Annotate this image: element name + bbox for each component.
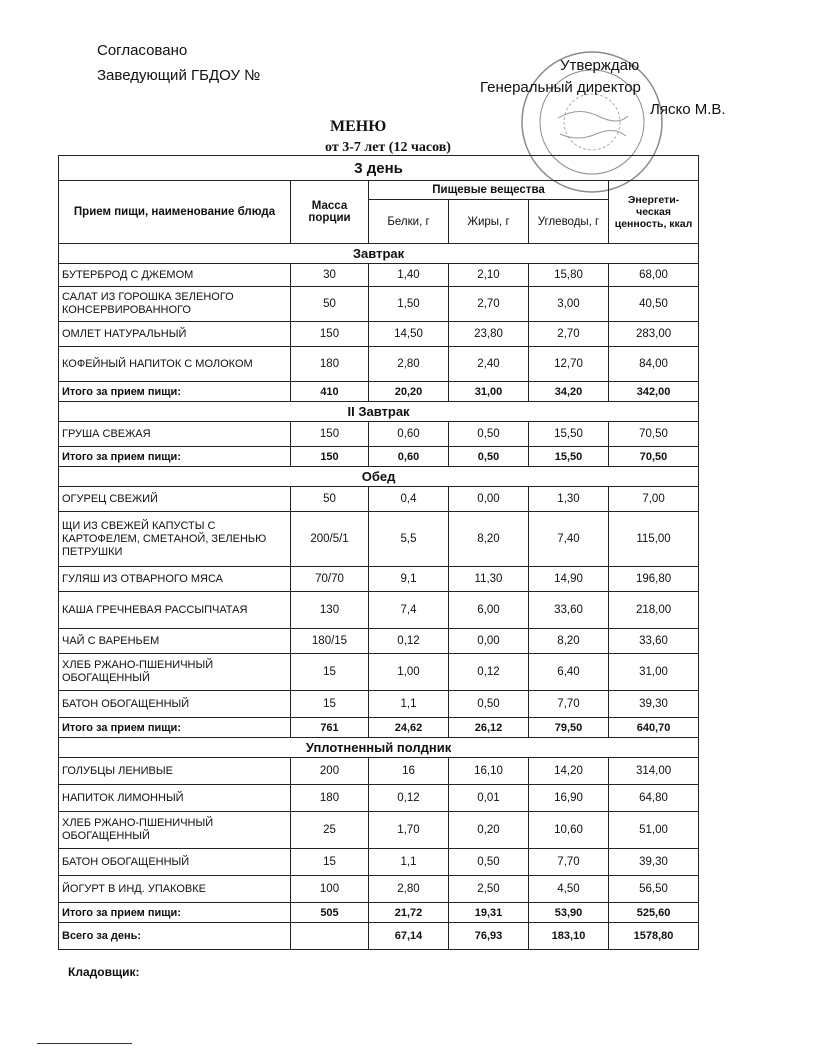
meal-total-fat: 31,00	[449, 382, 529, 402]
dish-name: ГРУША СВЕЖАЯ	[59, 422, 291, 447]
dish-row	[59, 758, 699, 785]
dish-mass: 70/70	[291, 567, 369, 592]
col-carbs-header: Углеводы, г	[529, 200, 609, 244]
meal-total-mass: 505	[291, 903, 369, 923]
dish-energy: 40,50	[609, 287, 699, 322]
meal-total-row	[59, 903, 699, 923]
menu-body	[59, 244, 699, 950]
column-header-row	[59, 181, 699, 200]
dish-fat: 0,50	[449, 849, 529, 876]
dish-protein: 1,1	[369, 849, 449, 876]
storekeeper-label: Кладовщик:	[68, 965, 140, 979]
meal-total-fat: 19,31	[449, 903, 529, 923]
meal-total-protein: 21,72	[369, 903, 449, 923]
dish-energy: 39,30	[609, 849, 699, 876]
meal-total-label: Итого за прием пищи:	[59, 447, 291, 467]
menu-table	[58, 155, 699, 950]
dish-protein: 5,5	[369, 512, 449, 567]
dish-row	[59, 487, 699, 512]
col-fat-header: Жиры, г	[449, 200, 529, 244]
dish-energy: 314,00	[609, 758, 699, 785]
day-label: 3 день	[59, 156, 699, 181]
dish-mass: 180/15	[291, 629, 369, 654]
dish-fat: 0,50	[449, 691, 529, 718]
dish-fat: 23,80	[449, 322, 529, 347]
dish-mass: 100	[291, 876, 369, 903]
dish-row	[59, 629, 699, 654]
dish-name: ЧАЙ С ВАРЕНЬЕМ	[59, 629, 291, 654]
dish-fat: 0,00	[449, 629, 529, 654]
dish-energy: 39,30	[609, 691, 699, 718]
dish-protein: 1,00	[369, 654, 449, 691]
dish-row	[59, 849, 699, 876]
dish-name: САЛАТ ИЗ ГОРОШКА ЗЕЛЕНОГО КОНСЕРВИРОВАННОГО	[59, 287, 291, 322]
col-nutrients-header: Пищевые вещества	[369, 181, 609, 200]
dish-carbs: 7,70	[529, 691, 609, 718]
dish-fat: 16,10	[449, 758, 529, 785]
meal-total-label: Итого за прием пищи:	[59, 718, 291, 738]
day-total-protein: 67,14	[369, 923, 449, 950]
document-subtitle: от 3-7 лет (12 часов)	[325, 140, 451, 155]
dish-mass: 150	[291, 322, 369, 347]
meal-total-row	[59, 447, 699, 467]
dish-row	[59, 592, 699, 629]
approve-position: Генеральный директор	[480, 79, 641, 96]
section-title: Уплотненный полдник	[59, 738, 699, 758]
dish-name: БАТОН ОБОГАЩЕННЫЙ	[59, 691, 291, 718]
dish-energy: 33,60	[609, 629, 699, 654]
dish-mass: 25	[291, 812, 369, 849]
dish-carbs: 2,70	[529, 322, 609, 347]
dish-carbs: 10,60	[529, 812, 609, 849]
dish-fat: 0,20	[449, 812, 529, 849]
dish-protein: 0,12	[369, 785, 449, 812]
dish-name: ОМЛЕТ НАТУРАЛЬНЫЙ	[59, 322, 291, 347]
meal-total-carbs: 79,50	[529, 718, 609, 738]
dish-carbs: 33,60	[529, 592, 609, 629]
dish-fat: 0,01	[449, 785, 529, 812]
day-total-energy: 1578,80	[609, 923, 699, 950]
col-energy-header: Энергети-ческая ценность, ккал	[609, 181, 699, 244]
col-name-header: Прием пищи, наименование блюда	[59, 181, 291, 244]
dish-protein: 1,40	[369, 264, 449, 287]
meal-total-mass: 150	[291, 447, 369, 467]
meal-total-row	[59, 718, 699, 738]
dish-name: ОГУРЕЦ СВЕЖИЙ	[59, 487, 291, 512]
dish-row	[59, 512, 699, 567]
dish-energy: 218,00	[609, 592, 699, 629]
dish-row	[59, 654, 699, 691]
dish-name: ГУЛЯШ ИЗ ОТВАРНОГО МЯСА	[59, 567, 291, 592]
dish-name: БАТОН ОБОГАЩЕННЫЙ	[59, 849, 291, 876]
dish-protein: 0,12	[369, 629, 449, 654]
dish-row	[59, 785, 699, 812]
meal-total-energy: 525,60	[609, 903, 699, 923]
day-total-mass	[291, 923, 369, 950]
section-title: Обед	[59, 467, 699, 487]
dish-energy: 51,00	[609, 812, 699, 849]
meal-total-label: Итого за прием пищи:	[59, 382, 291, 402]
approval-block	[480, 55, 726, 121]
day-total-row	[59, 923, 699, 950]
dish-energy: 283,00	[609, 322, 699, 347]
dish-fat: 2,10	[449, 264, 529, 287]
dish-fat: 6,00	[449, 592, 529, 629]
day-total-label: Всего за день:	[59, 923, 291, 950]
approve-label: Утверждаю	[560, 57, 640, 74]
dish-energy: 7,00	[609, 487, 699, 512]
col-mass-header: Масса порции	[291, 181, 369, 244]
dish-carbs: 15,50	[529, 422, 609, 447]
dish-name: ЩИ ИЗ СВЕЖЕЙ КАПУСТЫ С КАРТОФЕЛЕМ, СМЕТАНОЙ, ЗЕЛЕНЬЮ ПЕТРУШКИ	[59, 512, 291, 567]
dish-carbs: 14,20	[529, 758, 609, 785]
dish-energy: 84,00	[609, 347, 699, 382]
dish-name: НАПИТОК ЛИМОННЫЙ	[59, 785, 291, 812]
dish-row	[59, 876, 699, 903]
agreed-label: Согласовано	[97, 42, 188, 59]
dish-mass: 180	[291, 347, 369, 382]
day-total-fat: 76,93	[449, 923, 529, 950]
col-protein-header: Белки, г	[369, 200, 449, 244]
dish-name: ХЛЕБ РЖАНО-ПШЕНИЧНЫЙ ОБОГАЩЕННЫЙ	[59, 812, 291, 849]
dish-row	[59, 347, 699, 382]
dish-row	[59, 422, 699, 447]
meal-total-fat: 0,50	[449, 447, 529, 467]
dish-row	[59, 691, 699, 718]
dish-name: БУТЕРБРОД С ДЖЕМОМ	[59, 264, 291, 287]
document-title: МЕНЮ	[330, 118, 387, 135]
dish-protein: 2,80	[369, 347, 449, 382]
dish-fat: 0,00	[449, 487, 529, 512]
dish-carbs: 3,00	[529, 287, 609, 322]
dish-carbs: 12,70	[529, 347, 609, 382]
approve-signatory: Ляско М.В.	[650, 101, 726, 118]
meal-total-carbs: 34,20	[529, 382, 609, 402]
dish-mass: 50	[291, 487, 369, 512]
dish-mass: 50	[291, 287, 369, 322]
dish-carbs: 14,90	[529, 567, 609, 592]
meal-total-mass: 761	[291, 718, 369, 738]
dish-carbs: 1,30	[529, 487, 609, 512]
dish-fat: 0,50	[449, 422, 529, 447]
dish-row	[59, 287, 699, 322]
dish-carbs: 7,70	[529, 849, 609, 876]
dish-name: ГОЛУБЦЫ ЛЕНИВЫЕ	[59, 758, 291, 785]
meal-total-protein: 0,60	[369, 447, 449, 467]
dish-mass: 200/5/1	[291, 512, 369, 567]
agreed-position: Заведующий ГБДОУ №	[97, 67, 261, 84]
dish-row	[59, 264, 699, 287]
dish-fat: 2,50	[449, 876, 529, 903]
meal-total-label: Итого за прием пищи:	[59, 903, 291, 923]
dish-mass: 15	[291, 654, 369, 691]
dish-mass: 15	[291, 849, 369, 876]
day-row	[59, 156, 699, 181]
dish-energy: 115,00	[609, 512, 699, 567]
section-row	[59, 467, 699, 487]
dish-mass: 130	[291, 592, 369, 629]
footer-line	[37, 1043, 132, 1044]
meal-total-energy: 640,70	[609, 718, 699, 738]
dish-energy: 70,50	[609, 422, 699, 447]
dish-fat: 2,40	[449, 347, 529, 382]
dish-protein: 0,4	[369, 487, 449, 512]
dish-protein: 0,60	[369, 422, 449, 447]
meal-total-energy: 70,50	[609, 447, 699, 467]
dish-row	[59, 322, 699, 347]
dish-energy: 196,80	[609, 567, 699, 592]
dish-carbs: 15,80	[529, 264, 609, 287]
dish-name: КОФЕЙНЫЙ НАПИТОК С МОЛОКОМ	[59, 347, 291, 382]
dish-mass: 30	[291, 264, 369, 287]
meal-total-fat: 26,12	[449, 718, 529, 738]
dish-mass: 150	[291, 422, 369, 447]
meal-total-row	[59, 382, 699, 402]
dish-carbs: 8,20	[529, 629, 609, 654]
dish-carbs: 6,40	[529, 654, 609, 691]
dish-protein: 1,50	[369, 287, 449, 322]
dish-name: КАША ГРЕЧНЕВАЯ РАССЫПЧАТАЯ	[59, 592, 291, 629]
meal-total-energy: 342,00	[609, 382, 699, 402]
dish-carbs: 16,90	[529, 785, 609, 812]
dish-protein: 14,50	[369, 322, 449, 347]
dish-protein: 1,70	[369, 812, 449, 849]
dish-name: ЙОГУРТ В ИНД. УПАКОВКЕ	[59, 876, 291, 903]
dish-energy: 68,00	[609, 264, 699, 287]
dish-row	[59, 567, 699, 592]
meal-total-protein: 24,62	[369, 718, 449, 738]
section-title: Завтрак	[59, 244, 699, 264]
dish-mass: 200	[291, 758, 369, 785]
dish-protein: 7,4	[369, 592, 449, 629]
section-row	[59, 244, 699, 264]
meal-total-carbs: 15,50	[529, 447, 609, 467]
section-title: II Завтрак	[59, 402, 699, 422]
dish-carbs: 7,40	[529, 512, 609, 567]
dish-mass: 15	[291, 691, 369, 718]
section-row	[59, 738, 699, 758]
section-row	[59, 402, 699, 422]
dish-row	[59, 812, 699, 849]
dish-fat: 8,20	[449, 512, 529, 567]
dish-fat: 2,70	[449, 287, 529, 322]
dish-fat: 0,12	[449, 654, 529, 691]
dish-name: ХЛЕБ РЖАНО-ПШЕНИЧНЫЙ ОБОГАЩЕННЫЙ	[59, 654, 291, 691]
dish-energy: 31,00	[609, 654, 699, 691]
meal-total-protein: 20,20	[369, 382, 449, 402]
dish-energy: 56,50	[609, 876, 699, 903]
dish-protein: 1,1	[369, 691, 449, 718]
day-total-carbs: 183,10	[529, 923, 609, 950]
dish-protein: 9,1	[369, 567, 449, 592]
meal-total-mass: 410	[291, 382, 369, 402]
dish-fat: 11,30	[449, 567, 529, 592]
agreement-block	[97, 38, 260, 88]
dish-mass: 180	[291, 785, 369, 812]
dish-protein: 16	[369, 758, 449, 785]
dish-carbs: 4,50	[529, 876, 609, 903]
dish-energy: 64,80	[609, 785, 699, 812]
dish-protein: 2,80	[369, 876, 449, 903]
meal-total-carbs: 53,90	[529, 903, 609, 923]
